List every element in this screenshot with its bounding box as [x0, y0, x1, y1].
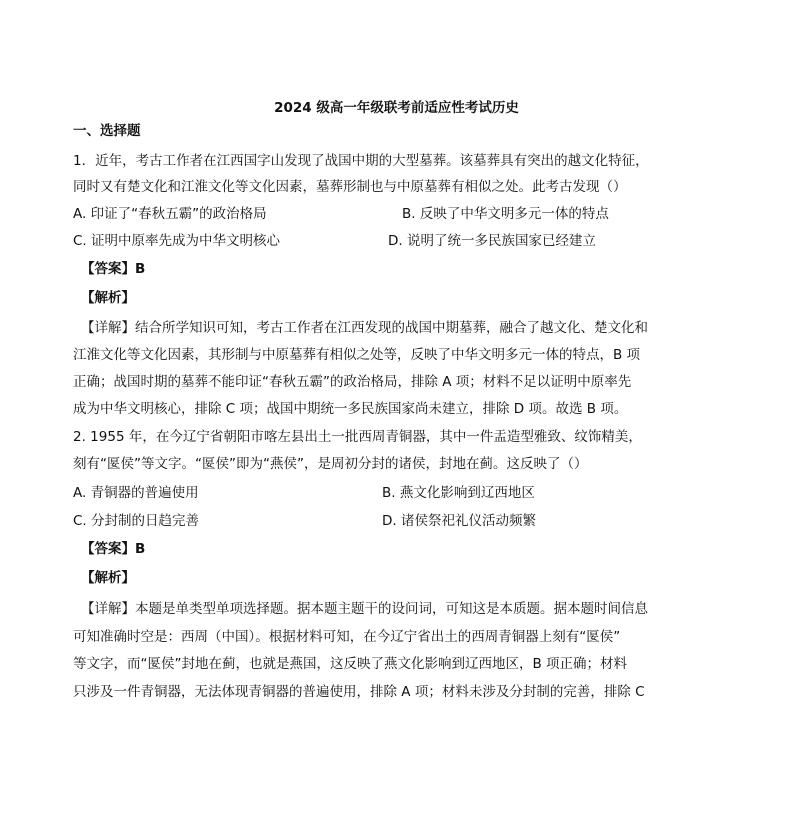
q1-option-b: B. 反映了中华文明多元一体的特点 — [402, 206, 609, 222]
q1-option-a: A. 印证了“春秋五霸”的政治格局 — [73, 206, 267, 222]
q1-detail-line-2: 江淮文化等文化因素，其形制与中原墓葬有相似之处等，反映了中华文明多元一体的特点，B 项 — [73, 347, 641, 363]
q1-detail-line-4: 成为中华文明核心，排除 C 项；战国中期统一多民族国家尚未建立，排除 D 项。故选 B 项。 — [73, 401, 628, 417]
q2-option-d: D. 诸侯祭祀礼仪活动频繁 — [382, 513, 536, 529]
q1-stem-line-1: 1．近年，考古工作者在江西国字山发现了战国中期的大型墓葬。该墓葬具有突出的越文化特征， — [73, 153, 649, 169]
q2-detail-line-3: 等文字，而“匽侯”封地在蓟，也就是燕国，这反映了燕文化影响到辽西地区，B 项正确；材料 — [73, 656, 628, 672]
q1-detail-line-3: 正确；战国时期的墓葬不能印证“春秋五霸”的政治格局，排除 A 项；材料不足以证明中原率先 — [73, 374, 632, 390]
q2-stem-line-1: 2. 1955 年，在今辽宁省朝阳市喀左县出土一批西周青铜器，其中一件盂造型雅致、纹饰精美， — [73, 429, 642, 445]
section-heading: 一、选择题 — [73, 123, 141, 139]
q2-stem-line-2: 刻有“匽侯”等文字。“匽侯”即为“燕侯”，是周初分封的诸侯，封地在蓟。这反映了（） — [73, 456, 588, 472]
q2-option-b: B. 燕文化影响到辽西地区 — [382, 485, 535, 501]
q1-option-c: C. 证明中原率先成为中华文明核心 — [73, 233, 281, 249]
q2-analysis-label: 【解析】 — [81, 570, 135, 586]
q2-detail-line-1: 【详解】本题是单类型单项选择题。据本题主题干的设问词，可知这是本质题。据本题时间信息 — [81, 601, 648, 617]
q1-option-d: D. 说明了统一多民族国家已经建立 — [388, 233, 596, 249]
q2-detail-line-2: 可知准确时空是：西周（中国）。根据材料可知，在今辽宁省出土的西周青铜器上刻有“匽侯” — [73, 629, 621, 645]
q2-answer: 【答案】B — [81, 541, 146, 557]
q1-analysis-label: 【解析】 — [81, 290, 135, 306]
q1-detail-line-1: 【详解】结合所学知识可知，考古工作者在江西发现的战国中期墓葬，融合了越文化、楚文化和 — [81, 320, 648, 336]
q1-stem-line-2: 同时又有楚文化和江淮文化等文化因素，墓葬形制也与中原墓葬有相似之处。此考古发现（） — [73, 179, 627, 195]
q1-answer: 【答案】B — [81, 261, 146, 277]
q2-option-c: C. 分封制的日趋完善 — [73, 513, 200, 529]
q2-detail-line-4: 只涉及一件青铜器，无法体现青铜器的普遍使用，排除 A 项；材料未涉及分封制的完善，排除 C — [73, 684, 645, 700]
page-title: 2024 级高一年级联考前适应性考试历史 — [274, 100, 519, 116]
q2-option-a: A. 青铜器的普遍使用 — [73, 485, 199, 501]
